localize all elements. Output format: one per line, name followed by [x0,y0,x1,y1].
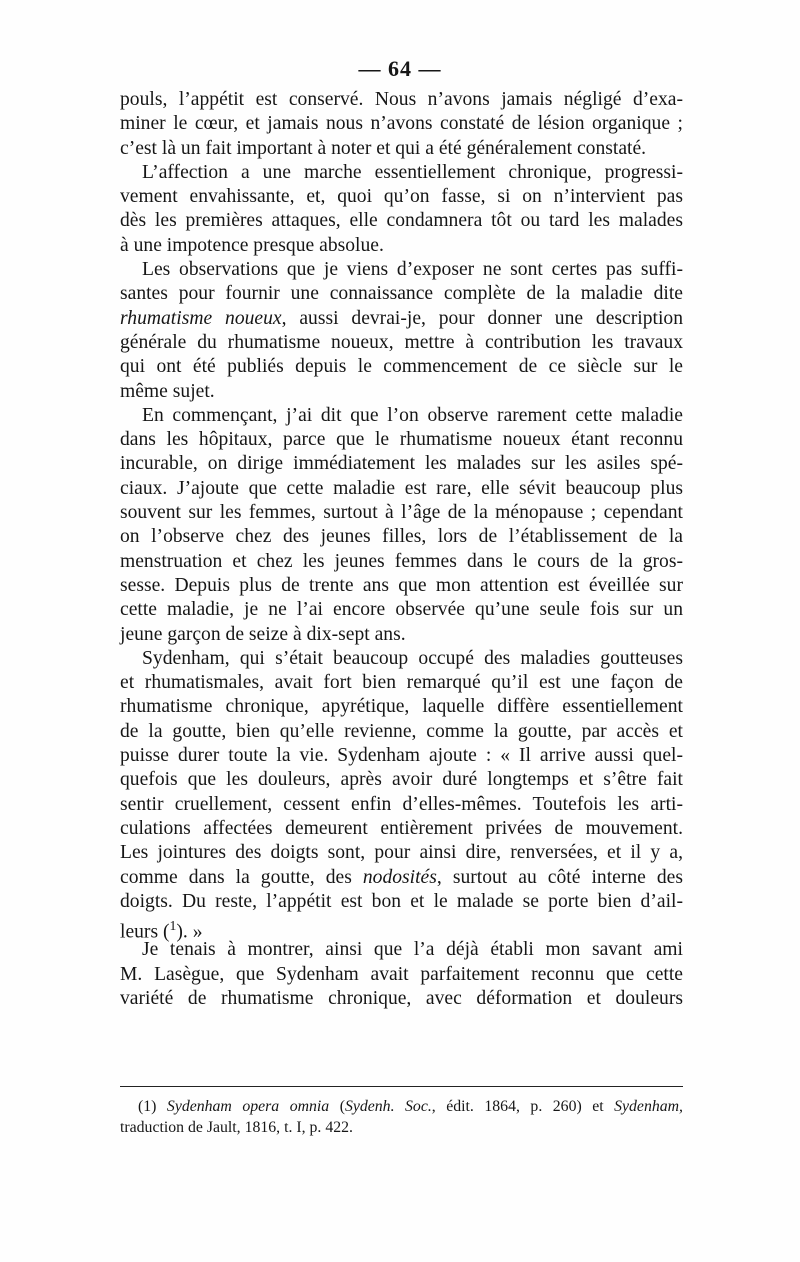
footnote [120,1096,683,1138]
italic-term: rhumatisme noueux [120,307,282,329]
footnote-reference[interactable]: 1 [169,918,177,934]
text-line: même sujet. [120,380,215,402]
text-line: vement envahissante, et, quoi qu’on fasse, si on n’intervient pas [120,186,683,208]
text-fragment: ( [329,1098,345,1115]
footnote-line [120,1096,683,1117]
text-line: En commençant, j’ai dit que l’on observe rarement cette maladie [142,404,683,426]
text-fragment: , édit. 1864, p. 260) et [431,1098,615,1115]
text-line: on l’observe chez des jeunes filles, lors de l’établissement de la [120,526,683,548]
footnote-divider [120,1086,683,1087]
text-line: dans les hôpitaux, parce que le rhumatisme noueux étant reconnu [120,429,683,451]
text-line: Je tenais à montrer, ainsi que l’a déjà établi mon savant ami [142,939,683,961]
italic-term: Sydenham opera omnia [166,1098,330,1115]
text-fragment: , surtout au côté interne des [436,866,683,888]
text-fragment: leurs ( [120,921,170,943]
text-line: souvent sur les femmes, surtout à l’âge de la ménopause ; cependant [120,502,683,524]
text-line: ciaux. J’ajoute que cette maladie est rare, elle sévit beaucoup plus [120,477,683,499]
text-line: qui ont été publiés depuis le commencement de ce siècle sur le [120,356,683,378]
italic-term: nodosités [362,866,437,888]
italic-term: Sydenham, [614,1098,683,1115]
footnote-line: traduction de Jault, 1816, t. I, p. 422. [120,1119,353,1136]
text-line: Les jointures des doigts sont, pour ainsi dire, renversées, et il y a, [120,842,683,864]
text-line: santes pour fournir une connaissance complète de la maladie dite [120,283,683,305]
text-line: miner le cœur, et jamais nous n’avons constaté de lésion organique ; [120,113,683,135]
text-line: pouls, l’appétit est conservé. Nous n’avons jamais négligé d’exa- [120,89,683,110]
text-line: rhumatisme chronique, apyrétique, laquelle diffère essentiellement [120,696,683,718]
text-line: Les observations que je viens d’exposer ne sont certes pas suffi- [142,259,683,281]
text-line: Sydenham, qui s’était beaucoup occupé des maladies goutteuses [142,647,683,669]
text-fragment: , aussi devrai-je, pour donner une description [281,307,683,329]
italic-term: Sydenh. Soc. [344,1098,432,1115]
text-line: de la goutte, bien qu’elle revienne, comme la goutte, par accès et [120,720,683,742]
text-line: sesse. Depuis plus de trente ans que mon attention est éveillée sur [120,574,683,596]
text-line [120,914,683,943]
text-line: L’affection a une marche essentiellement chronique, progressi- [142,161,683,183]
text-line: cette maladie, je ne l’ai encore observée qu’une seule fois sur un [120,599,683,621]
footnote-marker: (1) [138,1098,157,1115]
text-line: jeune garçon de seize à dix-sept ans. [120,623,406,645]
text-line: générale du rhumatisme noueux, mettre à contribution les travaux [120,331,683,353]
text-fragment: comme dans la goutte, des [120,866,363,888]
body-text [120,88,683,1011]
text-line: à une impotence presque absolue. [120,234,384,256]
text-line: incurable, on dirige immédiatement les malades sur les asiles spé- [120,453,683,475]
text-line: puisse durer toute la vie. Sydenham ajoute : « Il arrive aussi quel- [120,745,683,767]
text-line: et rhumatismales, avait fort bien remarqué qu’il est une façon de [120,672,683,694]
text-line: dès les premières attaques, elle condamnera tôt ou tard les malades [120,210,683,232]
text-fragment: ). » [176,921,203,943]
text-line: sentir cruellement, cessent enfin d’elles-mêmes. Toutefois les arti- [120,793,683,815]
text-line: doigts. Du reste, l’appétit est bon et le malade se porte bien d’ail- [120,890,683,912]
page-number: — 64 — [358,56,442,81]
text-line: quefois que les douleurs, après avoir duré longtemps et s’être fait [120,769,683,791]
text-line [120,866,683,890]
text-line: culations affectées demeurent entièrement privées de mouvement. [120,817,683,839]
text-line: variété de rhumatisme chronique, avec déformation et douleurs [120,987,683,1009]
text-line [120,307,683,331]
text-line: M. Lasègue, que Sydenham avait parfaitement reconnu que cette [120,963,683,985]
text-line: c’est là un fait important à noter et qui a été généralement constaté. [120,137,647,159]
text-line: menstruation et chez les jeunes femmes dans le cours de la gros- [120,550,683,572]
